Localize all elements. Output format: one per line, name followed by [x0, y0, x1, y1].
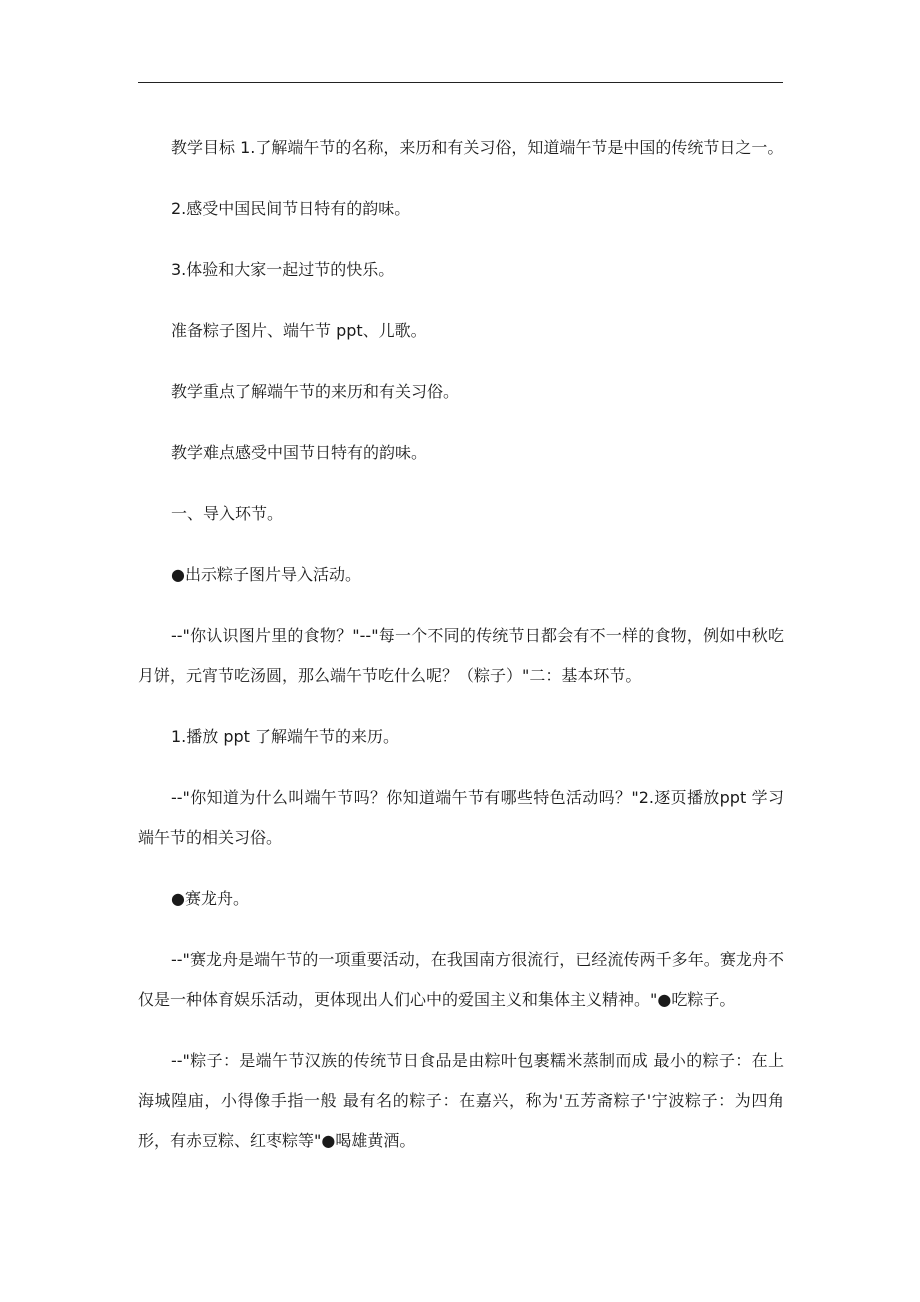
- paragraph-dragon-boat: ●赛龙舟。: [171, 889, 249, 908]
- paragraph-preparation: 准备粽子图片、端午节 ppt、儿歌。: [171, 321, 427, 340]
- paragraph-key-point: 教学重点了解端午节的来历和有关习俗。: [171, 382, 460, 401]
- paragraph-goal-3: 3.体验和大家一起过节的快乐。: [171, 260, 395, 279]
- paragraph-zongzi-desc: --"粽子：是端午节汉族的传统节日食品是由粽叶包裹糯米蒸制而成 最小的粽子：在上海城隍庙，小得像手指一般 最有名的粽子：在嘉兴，称为'五芳斋粽子'宁波粽子：为四角形，有赤豆粽、红枣粽等"●喝雄黄酒。: [138, 1051, 784, 1150]
- paragraph-show-picture: ●出示粽子图片导入活动。: [171, 565, 361, 584]
- paragraph-teaching-goal: 教学目标 1.了解端午节的名称，来历和有关习俗，知道端午节是中国的传统节日之一。: [171, 138, 784, 157]
- paragraph-play-ppt: 1.播放 ppt 了解端午节的来历。: [171, 727, 400, 746]
- paragraph-dragon-boat-desc: --"赛龙舟是端午节的一项重要活动，在我国南方很流行，已经流传两千多年。赛龙舟不仅是一种体育娱乐活动，更体现出人们心中的爱国主义和集体主义精神。"●吃粽子。: [138, 950, 784, 1009]
- header-rule: [138, 82, 783, 83]
- paragraph-section-1: 一、导入环节。: [171, 504, 284, 523]
- paragraph-dialogue-food: --"你认识图片里的食物？"--"每一个不同的传统节日都会有不一样的食物，例如中秋吃月饼，元宵节吃汤圆，那么端午节吃什么呢？（粽子）"二：基本环节。: [138, 626, 784, 685]
- paragraph-dialogue-activities: --"你知道为什么叫端午节吗？你知道端午节有哪些特色活动吗？"2.逐页播放ppt 学习端午节的相关习俗。: [138, 788, 784, 847]
- paragraph-difficult-point: 教学难点感受中国节日特有的韵味。: [171, 443, 428, 462]
- document-body: [138, 128, 784, 1182]
- paragraph-goal-2: 2.感受中国民间节日特有的韵味。: [171, 199, 411, 218]
